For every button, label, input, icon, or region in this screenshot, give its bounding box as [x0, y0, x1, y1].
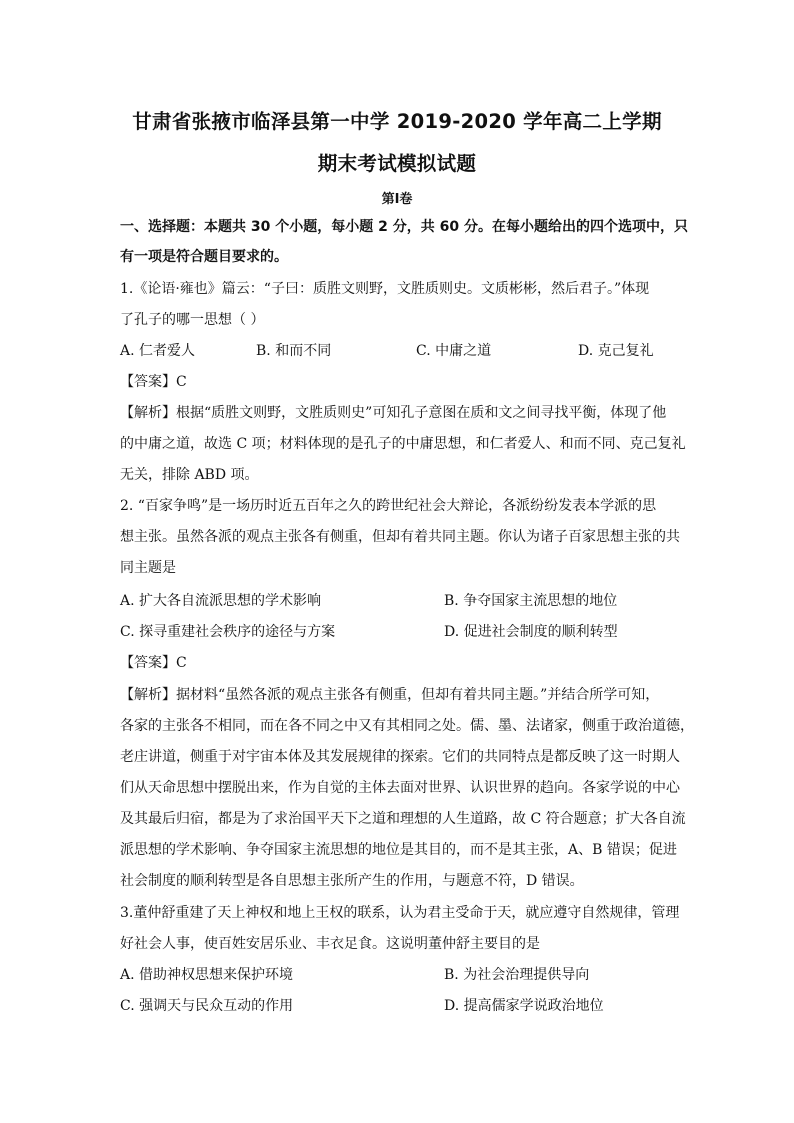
question-1-stem: 1.《论语·雍也》篇云：“子曰：质胜文则野，文胜质则史。文质彬彬，然后君子。”体现	[120, 281, 650, 297]
question-2-analysis: 老庄讲道，侧重于对宇宙本体及其发展规律的探索。它们的共同特点是都反映了这一时期人	[120, 749, 680, 765]
question-2-option-b: B. 争夺国家主流思想的地位	[444, 593, 618, 609]
question-2-analysis: 各家的主张各不相同，而在各不同之中又有其相同之处。儒、墨、法诸家，侧重于政治道德，	[120, 718, 694, 734]
question-1-analysis: 【解析】根据“质胜文则野，文胜质则史”可知孔子意图在质和文之间寻找平衡，体现了他	[120, 405, 667, 421]
question-2-stem: 2. “百家争鸣”是一场历时近五百年之久的跨世纪社会大辩论，各派纷纷发表本学派的思	[120, 498, 657, 514]
question-1-option-a: A. 仁者爱人	[120, 343, 196, 359]
question-3-option-b: B. 为社会治理提供导向	[444, 967, 590, 983]
volume-heading: 第Ⅰ卷	[381, 192, 413, 207]
question-2-analysis: 社会制度的顺利转型是各自思想主张所产生的作用，与题意不符，D 错误。	[120, 873, 584, 889]
question-2-stem: 想主张。虽然各派的观点主张各有侧重，但却有着共同主题。你认为诸子百家思想主张的共	[120, 529, 680, 545]
question-3-option-c: C. 强调天与民众互动的作用	[120, 998, 294, 1014]
question-3-option-a: A. 借助神权思想来保护环境	[120, 967, 294, 983]
page-title: 甘肃省张掖市临泽县第一中学 2019-2020 学年高二上学期	[132, 110, 662, 133]
instructions-line: 一、选择题：本题共 30 个小题，每小题 2 分，共 60 分。在每小题给出的四个选项中，只	[120, 219, 688, 235]
question-2-stem: 同主题是	[120, 560, 176, 576]
question-3-stem: 好社会人事，使百姓安居乐业、丰衣足食。这说明董仲舒主要目的是	[120, 936, 540, 952]
question-1-option-c: C. 中庸之道	[416, 343, 492, 359]
question-3-stem: 3.董仲舒重建了天上神权和地上王权的联系，认为君主受命于天，就应遵守自然规律，管理	[120, 905, 680, 921]
question-1-analysis: 的中庸之道，故选 C 项；材料体现的是孔子的中庸思想，和仁者爱人、和而不同、克己复礼	[120, 436, 686, 452]
question-1-option-d: D. 克己复礼	[578, 343, 654, 359]
question-2-option-d: D. 促进社会制度的顺利转型	[444, 624, 618, 640]
page-subtitle: 期末考试模拟试题	[317, 152, 477, 175]
question-3-option-d: D. 提高儒家学说政治地位	[444, 998, 604, 1014]
question-1-option-b: B. 和而不同	[256, 343, 332, 359]
question-2-analysis: 【解析】据材料“虽然各派的观点主张各有侧重，但却有着共同主题。”并结合所学可知，	[120, 687, 660, 703]
question-1-analysis: 无关，排除 ABD 项。	[120, 467, 259, 483]
question-2-option-a: A. 扩大各自流派思想的学术影响	[120, 593, 322, 609]
instructions-line: 有一项是符合题目要求的。	[120, 249, 288, 265]
question-2-analysis: 及其最后归宿，都是为了求治国平天下之道和理想的人生道路，故 C 符合题意；扩大各自流	[120, 811, 686, 827]
question-2-analysis: 们从天命思想中摆脱出来，作为自觉的主体去面对世界、认识世界的趋向。各家学说的中心	[120, 780, 680, 796]
question-1-stem: 了孔子的哪一思想（ ）	[120, 312, 265, 328]
question-2-analysis: 派思想的学术影响、争夺国家主流思想的地位是其目的，而不是其主张，A、B 错误；促进	[120, 842, 677, 858]
question-2-option-c: C. 探寻重建社会秩序的途径与方案	[120, 624, 336, 640]
question-1-answer: 【答案】C	[120, 374, 187, 390]
question-2-answer: 【答案】C	[120, 655, 187, 671]
